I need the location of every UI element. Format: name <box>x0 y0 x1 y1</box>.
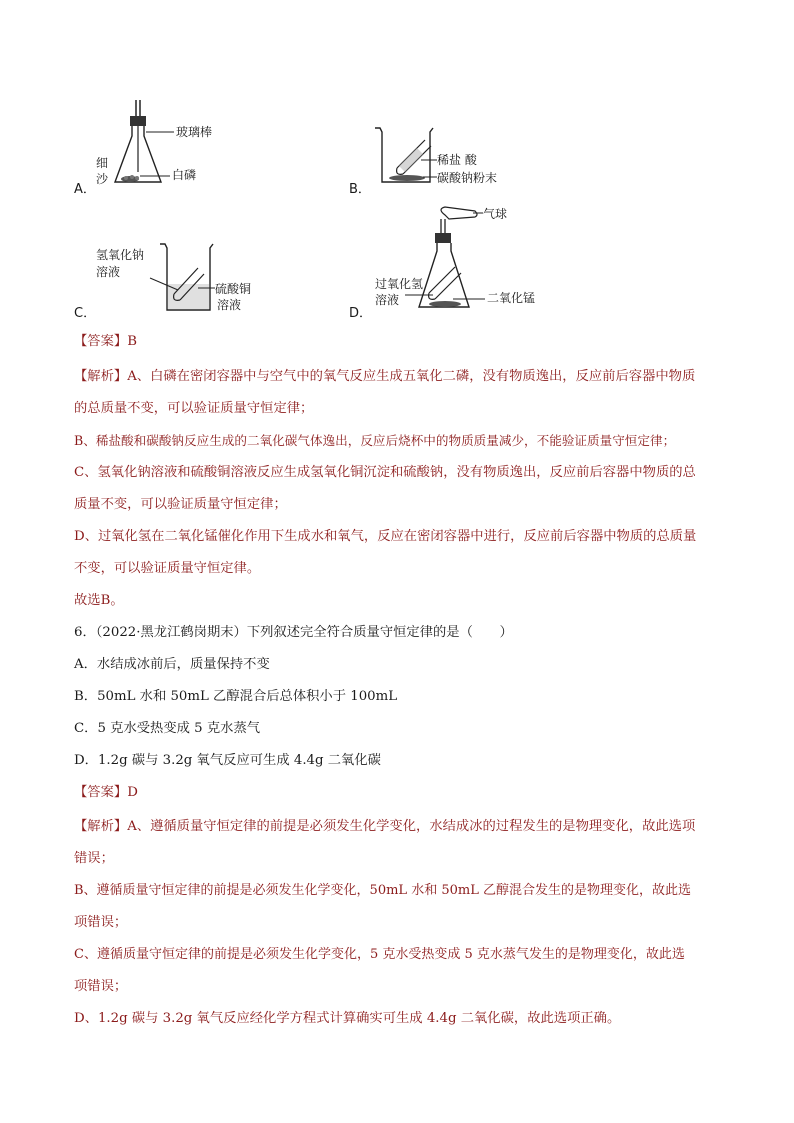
q5-analysis-line-6: D、过氧化氢在二氧化锰催化作用下生成水和氧气，反应在密闭容器中进行，反应前后容器中物质的总质量 <box>74 529 697 544</box>
option-letter-c: C． <box>74 306 97 321</box>
option-letter-a: A． <box>74 182 96 197</box>
label-h2o2-2: 溶液 <box>375 293 400 307</box>
label-sand-1: 细 <box>96 156 109 170</box>
label-naoh-1: 氢氧化钠 <box>96 248 145 262</box>
q6-option-d: D．1.2g 碳与 3.2g 氧气反应可生成 4.4g 二氧化碳 <box>74 753 381 768</box>
figure-a <box>70 100 270 195</box>
q6-analysis-line-6: 项错误； <box>74 979 128 994</box>
label-sand-2: 沙 <box>96 172 109 186</box>
label-cuso4-2: 溶液 <box>217 298 242 312</box>
label-white-phosphorus: 白磷 <box>172 168 197 182</box>
q6-analysis-line-4: 项错误； <box>74 915 128 930</box>
q6-option-a: A．水结成冰前后，质量保持不变 <box>74 657 270 672</box>
q6-option-b: B．50mL 水和 50mL 乙醇混合后总体积小于 100mL <box>74 689 398 704</box>
option-letter-d: D． <box>349 306 373 321</box>
q5-analysis-line-4: C、氢氧化钠溶液和硫酸铜溶液反应生成氢氧化铜沉淀和硫酸钠，没有物质逸出，反应前后容器中物质的总 <box>74 465 696 480</box>
q6-analysis-line-5: C、遵循质量守恒定律的前提是必须发生化学变化，5 克水受热变成 5 克水蒸气发生的是物理变化，故此选 <box>74 947 685 962</box>
figure-c <box>70 232 290 320</box>
q6-analysis-line-2: 错误； <box>74 851 114 866</box>
q5-answer <box>74 333 137 351</box>
q5-conclusion: 故选B。 <box>74 593 124 608</box>
option-letter-b: B． <box>349 182 371 197</box>
q6-option-c: C．5 克水受热变成 5 克水蒸气 <box>74 721 261 736</box>
q5-analysis-line-5: 质量不变，可以验证质量守恒定律； <box>74 497 287 512</box>
q6-answer <box>74 784 138 802</box>
label-naoh-2: 溶液 <box>96 265 121 279</box>
figure-d <box>345 205 565 320</box>
q6-analysis-line-3: B、遵循质量守恒定律的前提是必须发生化学变化，50mL 水和 50mL 乙醇混合发生的是物理变化，故此选 <box>74 883 691 898</box>
answer-tag: 【答案】 <box>74 785 128 800</box>
label-hydrochloric-acid: 稀盐 酸 <box>437 153 477 167</box>
label-h2o2-1: 过氧化氢 <box>375 277 424 291</box>
analysis-tag: 【解析】 <box>74 819 128 834</box>
label-balloon: 气球 <box>483 207 508 221</box>
q5-analysis-line-1: 【解析】A、白磷在密闭容器中与空气中的氧气反应生成五氧化二磷，没有物质逸出，反应前后容器中物质 <box>74 369 696 384</box>
q6-analysis-line-1: 【解析】A、遵循质量守恒定律的前提是必须发生化学变化，水结成冰的过程发生的是物理变化，故此选项 <box>74 819 696 834</box>
figure-b <box>345 120 545 195</box>
q5-analysis-line-3: B、稀盐酸和碳酸钠反应生成的二氧化碳气体逸出，反应后烧杯中的物质质量减少，不能验证质量守恒定律； <box>74 433 676 448</box>
analysis-tag: 【解析】 <box>74 369 128 384</box>
q5-analysis-line-7: 不变，可以验证质量守恒定律。 <box>74 561 261 576</box>
label-glass-rod: 玻璃棒 <box>176 125 213 139</box>
answer-tag: 【答案】 <box>74 334 128 349</box>
q6-stem: 6．（2022·黑龙江鹤岗期末）下列叙述完全符合质量守恒定律的是（ ） <box>74 625 513 640</box>
answer-value: B <box>127 334 137 349</box>
label-mno2: 二氧化锰 <box>487 291 536 305</box>
q6-analysis-line-7: D、1.2g 碳与 3.2g 氧气反应经化学方程式计算确实可生成 4.4g 二氧化碳，故此选项正确。 <box>74 1011 621 1026</box>
answer-value: D <box>127 785 138 800</box>
label-sodium-carbonate: 碳酸钠粉末 <box>437 171 498 185</box>
label-cuso4-1: 硫酸铜 <box>215 282 252 296</box>
q5-analysis-line-2: 的总质量不变，可以验证质量守恒定律； <box>74 401 314 416</box>
